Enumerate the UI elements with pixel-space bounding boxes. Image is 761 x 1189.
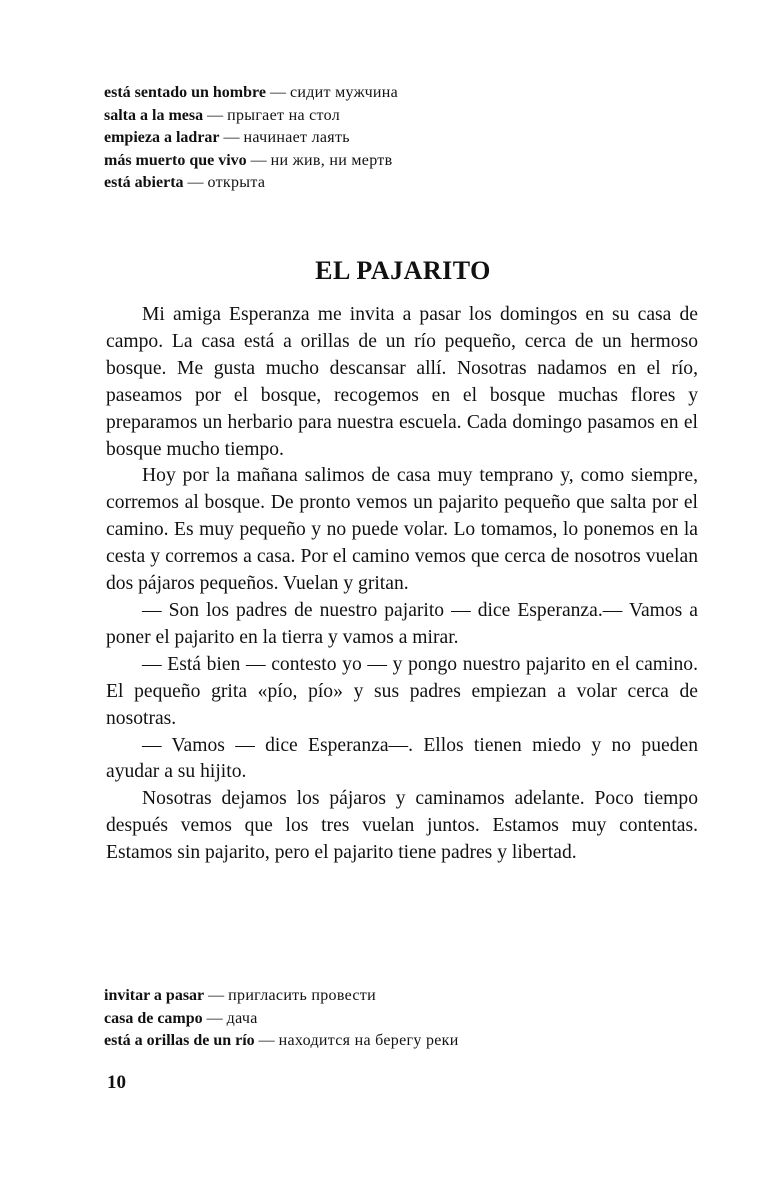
vocab-entry — [104, 985, 704, 1008]
vocab-entry — [104, 150, 704, 173]
vocab-dash: — — [206, 1009, 223, 1027]
vocab-russian: сидит мужчина — [289, 84, 399, 101]
vocab-entry — [104, 105, 704, 128]
vocab-dash: — — [223, 129, 240, 146]
vocab-dash: — — [269, 84, 286, 101]
story-paragraph: Hoy por la mañana salimos de casa muy temprano y, como siempre, corremos al bosque. De pronto vemos un pajarito pequeño que salta por el camino. Es muy pequeño y no puede volar. Lo tomamos, lo ponemos en la cesta y corremos a casa. Por el camino vemos que cerca de nosotros vuelan dos pájaros pequeños. Vuelan y gritan. — [106, 465, 698, 595]
vocab-russian: пригласить провести — [228, 987, 376, 1004]
vocab-entry — [104, 127, 704, 150]
vocab-dash: — — [250, 151, 267, 169]
vocab-dash: — — [208, 987, 225, 1004]
vocab-spanish: está abierta — [104, 174, 184, 191]
vocab-russian: дача — [226, 1009, 258, 1027]
vocab-spanish: más muerto que vivo — [104, 151, 247, 169]
vocab-dash: — — [187, 174, 204, 191]
vocab-dash: — — [258, 1032, 275, 1049]
vocab-spanish: salta a la mesa — [104, 106, 204, 124]
story-paragraph: — Vamos — dice Esperanza—. Ellos tienen miedo y no pueden ayudar a su hijito. — [106, 734, 698, 783]
vocabulary-list-top — [104, 82, 704, 195]
vocab-spanish: invitar a pasar — [104, 987, 205, 1004]
story-paragraph: Mi amiga Esperanza me invita a pasar los domingos en su casa de campo. La casa está a orillas de un río pequeño, cerca de un hermoso bosque. Me gusta mucho descansar allí. Nosotras nadamos en el río, paseamos por el bosque, recogemos en el bosque muchas flores y preparamos un herbario para nuestra escuela. Cada domingo pasamos en el bosque mucho tiempo. — [106, 304, 698, 460]
vocabulary-list-bottom — [104, 985, 704, 1053]
vocab-russian: ни жив, ни мертв — [270, 151, 393, 169]
vocab-russian: находится на берегу реки — [278, 1032, 459, 1049]
vocab-spanish: está a orillas de un río — [104, 1032, 255, 1049]
vocab-russian: прыгает на стол — [227, 106, 340, 124]
vocab-russian: открыта — [207, 174, 266, 191]
vocab-entry — [104, 82, 704, 105]
story-paragraph: Nosotras dejamos los pájaros y caminamos adelante. Poco tiempo después vemos que los tres vuelan juntos. Estamos muy contentas. Estamos sin pajarito, pero el pajarito tiene padres y libertad. — [106, 788, 698, 864]
story-paragraph: — Son los padres de nuestro pajarito — dice Esperanza.— Vamos a poner el pajarito en la tierra y vamos a mirar. — [106, 599, 698, 648]
vocab-entry — [104, 1030, 704, 1053]
vocab-entry — [104, 1008, 704, 1031]
story-paragraph: — Está bien — contesto yo — y pongo nuestro pajarito en el camino. El pequeño grita «pío, pío» y sus padres empiezan a volar cerca de nosotras. — [106, 653, 698, 729]
story-text — [106, 302, 698, 867]
vocab-dash: — — [207, 106, 224, 124]
vocab-entry — [104, 172, 704, 195]
page-number: 10 — [107, 1072, 126, 1093]
vocab-russian: начинает лаять — [243, 129, 350, 146]
vocab-spanish: empieza a ladrar — [104, 129, 220, 146]
vocab-spanish: casa de campo — [104, 1009, 203, 1027]
vocab-spanish: está sentado un hombre — [104, 84, 266, 101]
story-title: EL PAJARITO — [315, 256, 491, 285]
